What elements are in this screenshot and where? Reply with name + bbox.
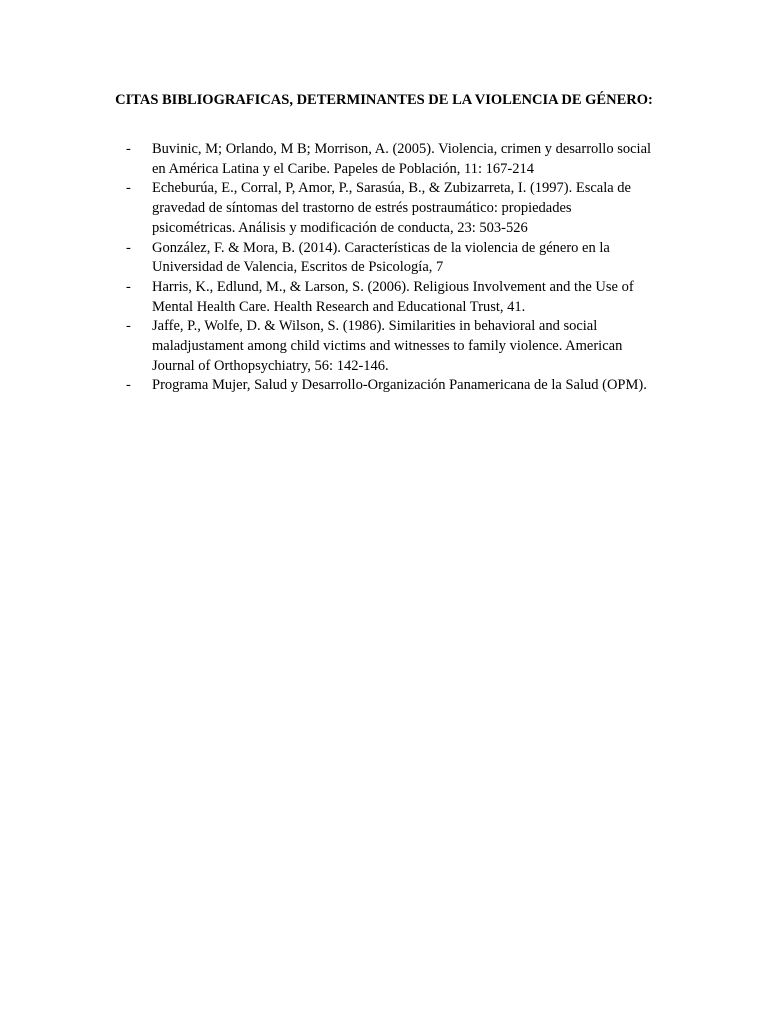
bullet-dash: - <box>126 278 131 295</box>
reference-text: Jaffe, P., Wolfe, D. & Wilson, S. (1986). Similarities in behavioral and social maladjustament among child victims and witnesses to family violence. American Journal of Orthopsychiatry, 56: 142-146. <box>152 318 623 374</box>
reference-text: Harris, K., Edlund, M., & Larson, S. (2006). Religious Involvement and the Use of Mental Health Care. Health Research and Educational Trust, 41. <box>152 278 634 315</box>
reference-text: González, F. & Mora, B. (2014). Características de la violencia de género en la Universidad de Valencia, Escritos de Psicología, 7 <box>152 239 610 276</box>
bullet-dash: - <box>126 141 131 157</box>
bullet-dash: - <box>126 318 131 335</box>
bullet-dash: - <box>126 239 131 256</box>
reference-item <box>126 140 656 179</box>
reference-item <box>126 278 656 317</box>
reference-item <box>126 376 656 396</box>
bullet-dash: - <box>126 377 131 394</box>
bullet-dash: - <box>126 180 131 197</box>
reference-item <box>126 317 656 376</box>
reference-list <box>126 140 656 396</box>
reference-text: Echeburúa, E., Corral, P, Amor, P., Sarasúa, B., & Zubizarreta, I. (1997). Escala de gravedad de síntomas del trastorno de estrés postraumático: propiedades psicométricas. Análisis y modificación de conducta, 23: 503-526 <box>152 180 631 236</box>
reference-item <box>126 239 656 278</box>
document-title: CITAS BIBLIOGRAFICAS, DETERMINANTES DE LA VIOLENCIA DE GÉNERO: <box>115 92 653 108</box>
reference-text: Programa Mujer, Salud y Desarrollo-Organización Panamericana de la Salud (OPM). <box>152 377 647 394</box>
reference-item <box>126 179 656 238</box>
reference-text: Buvinic, M; Orlando, M B; Morrison, A. (2005). Violencia, crimen y desarrollo social en América Latina y el Caribe. Papeles de Población, 11: 167-214 <box>152 141 652 177</box>
